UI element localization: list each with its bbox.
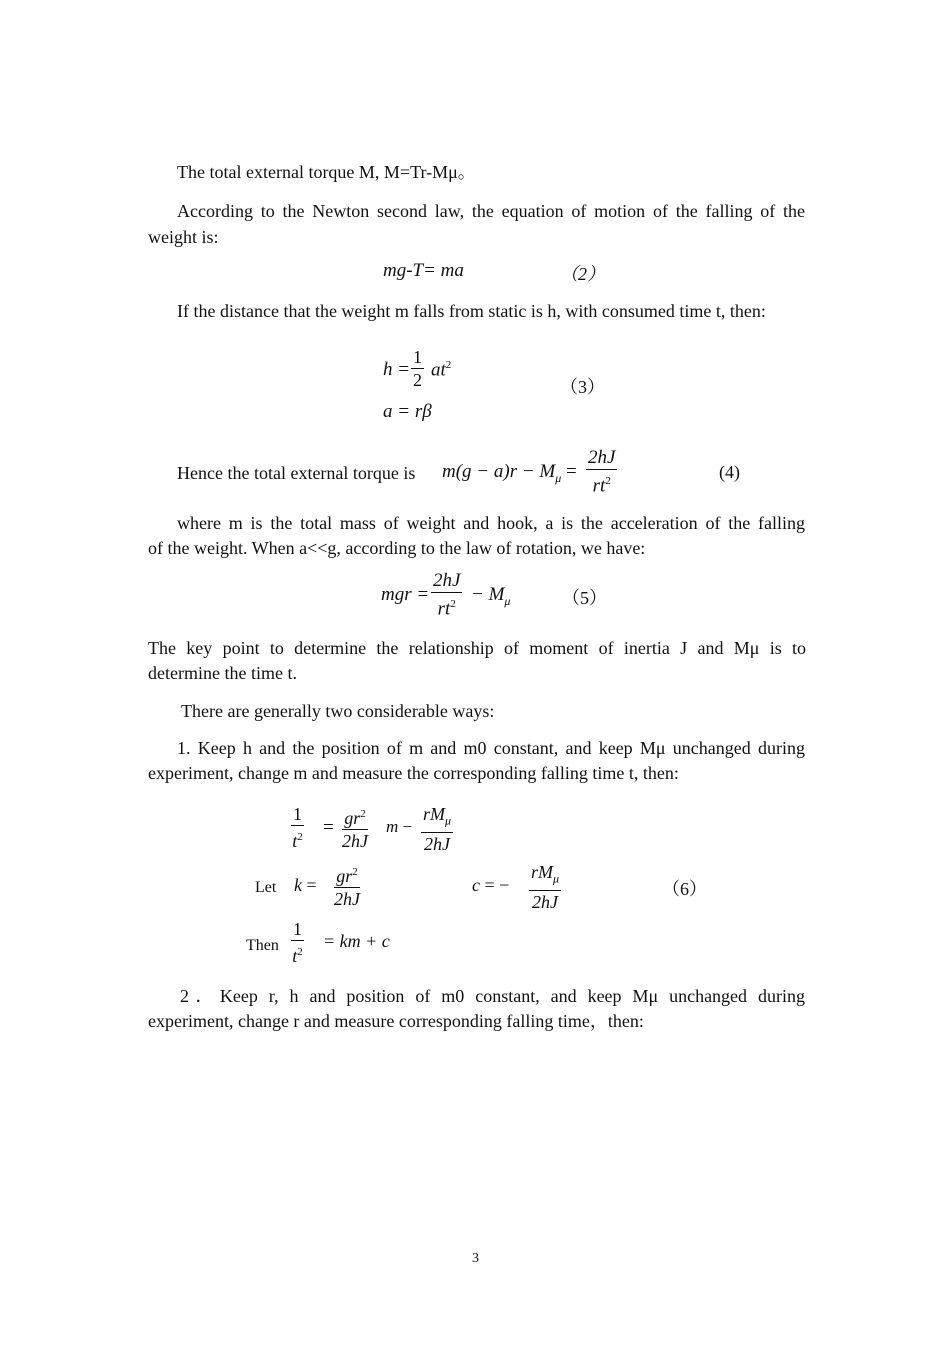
equation-6-r2-k: [294, 875, 317, 896]
fraction-numerator: gr: [336, 866, 353, 886]
subscript: μ: [504, 593, 511, 608]
equation-rhs: = km + c: [323, 931, 390, 951]
fraction-denominator: rt: [437, 598, 451, 620]
paragraph-keypoint-line2: [148, 662, 297, 684]
let-label: Let: [255, 879, 277, 896]
equation-5-lhs: [381, 584, 429, 606]
paragraph-text: 1. Keep h and the position of m and m0 constant, and keep Mμ unchanged during: [177, 738, 805, 758]
subscript: μ: [555, 470, 562, 485]
minus-sign: −: [402, 817, 413, 836]
equals-sign: = −: [484, 875, 510, 895]
equation-6-r1-eq: [323, 817, 334, 839]
equation-rhs: at: [431, 359, 446, 381]
subscript: μ: [445, 813, 452, 828]
exponent: 2: [360, 808, 366, 820]
paragraph-text: experiment, change r and measure corresponding falling time，then:: [148, 1011, 644, 1031]
equation-number: （6）: [662, 879, 707, 899]
exponent: 2: [605, 475, 611, 487]
equation-number-4: [719, 462, 740, 483]
equation-6-r1-frac3: [421, 804, 453, 855]
subscript: μ: [553, 871, 560, 886]
variable-m: m: [386, 817, 399, 836]
fraction-denominator: t: [292, 946, 298, 966]
equation-6-then: [246, 937, 279, 955]
equals-sign: =: [306, 875, 317, 895]
paragraph-method1-line2: [148, 762, 679, 784]
paragraph-text: If the distance that the weight m falls from static is h, with consumed time t, then:: [177, 301, 766, 321]
equation-6-r1-m: [386, 817, 412, 837]
paragraph-method1-line1: [177, 737, 805, 759]
equation-lhs: mgr =: [381, 584, 430, 605]
paragraph-text: weight is:: [148, 227, 219, 247]
equation-3-lhs: [383, 359, 410, 381]
equation-number-3: [560, 373, 605, 399]
equals-sign: =: [566, 461, 577, 482]
equation-number: （5）: [562, 588, 607, 608]
equation-number-2: [560, 260, 605, 286]
fraction-numerator: 1: [293, 919, 302, 939]
equation-number-5: [562, 584, 607, 610]
equation-number: (4): [719, 462, 740, 482]
paragraph-keypoint-line1: [148, 637, 806, 659]
equation-5-rhs: [471, 584, 510, 609]
paragraph-text: of the weight. When a<<g, according to the law of rotation, we have:: [148, 538, 646, 558]
paragraph-text: where m is the total mass of weight and hook, a is the acceleration of the falling: [177, 513, 805, 533]
paragraph-text: There are generally two considerable ways:: [181, 701, 495, 721]
fraction-denominator: 2: [413, 370, 422, 390]
fraction-denominator: 2hJ: [424, 833, 451, 854]
equation-number: （3）: [560, 377, 605, 397]
paragraph-text: 2．Keep r, h and position of m0 constant, and keep Mμ unchanged during: [180, 986, 805, 1006]
equation-6-r3-rhs: [323, 931, 390, 952]
fraction-denominator: rt: [592, 475, 606, 497]
fraction-numerator: 2hJ: [433, 570, 461, 591]
variable-k: k: [294, 875, 302, 895]
paragraph-text: experiment, change m and measure the corresponding falling time t, then:: [148, 763, 679, 783]
equation-6-r2-frac2: [529, 862, 561, 913]
equation-3-rhs: [431, 359, 451, 381]
exponent: 2: [297, 946, 303, 958]
paragraph-where-line1: [177, 512, 805, 534]
exponent: 2: [297, 831, 303, 843]
equation-lhs: h =: [383, 359, 411, 380]
equation-2: [383, 260, 464, 282]
exponent: 2: [450, 598, 456, 610]
variable-c: c: [472, 875, 480, 895]
fraction-numerator: 2hJ: [588, 447, 616, 468]
paragraph-two-ways: [181, 700, 494, 722]
paragraph-method2-line2: [148, 1010, 644, 1032]
paragraph-text: The total external torque M, M=Tr-Mμ。: [177, 162, 476, 182]
fraction-denominator: 2hJ: [532, 891, 559, 912]
paragraph-text: Hence the total external torque is: [177, 463, 416, 483]
then-label: Then: [246, 937, 279, 954]
equation-number-6: [662, 875, 707, 901]
fraction-denominator: 2hJ: [342, 831, 368, 851]
fraction-numerator: gr: [344, 808, 361, 828]
equation-3-fraction: [411, 347, 424, 391]
equation-6-r1-frac1: [291, 804, 304, 852]
paragraph-text: determine the time t.: [148, 663, 297, 683]
paragraph-total-torque: [177, 161, 476, 183]
equals-sign: =: [323, 817, 334, 838]
equation-4-lhs: [442, 461, 577, 486]
paragraph-where-line2: [148, 537, 645, 559]
paragraph-newton-line2: [148, 226, 219, 248]
exponent: 2: [445, 359, 452, 371]
fraction-numerator: rM: [423, 804, 445, 824]
paragraph-text: The key point to determine the relationship of moment of inertia J and Mμ is to: [148, 638, 806, 658]
equation-lhs: m(g − a)r − M: [442, 461, 556, 482]
fraction-numerator: 1: [413, 347, 422, 367]
paragraph-newton-line1: [177, 200, 805, 222]
equation-4-fraction: [586, 448, 617, 497]
exponent: 2: [352, 866, 358, 878]
fraction-denominator: 2hJ: [334, 889, 360, 909]
paragraph-hence: [177, 462, 415, 484]
fraction-denominator: t: [292, 831, 298, 851]
equation-expression: mg-T= ma: [383, 260, 464, 281]
equation-5-fraction: [431, 571, 462, 620]
paragraph-method2-line1: [180, 985, 805, 1007]
paragraph-distance: [177, 300, 766, 322]
equation-3-line2: [383, 401, 432, 423]
equation-rhs: − M: [471, 584, 505, 605]
equation-6-r1-frac2: [342, 804, 368, 852]
equation-6-r2-frac1: [334, 862, 360, 910]
page-number: 3: [472, 1251, 479, 1266]
equation-expression: a = rβ: [383, 401, 432, 422]
fraction-numerator: 1: [293, 804, 302, 824]
equation-6-r2-c: [472, 875, 509, 896]
equation-6-r3-frac: [291, 919, 304, 967]
paragraph-text: According to the Newton second law, the equation of motion of the falling of the: [177, 201, 805, 221]
equation-number: （2）: [560, 264, 605, 284]
fraction-numerator: rM: [531, 862, 553, 882]
equation-6-let: [255, 879, 276, 897]
